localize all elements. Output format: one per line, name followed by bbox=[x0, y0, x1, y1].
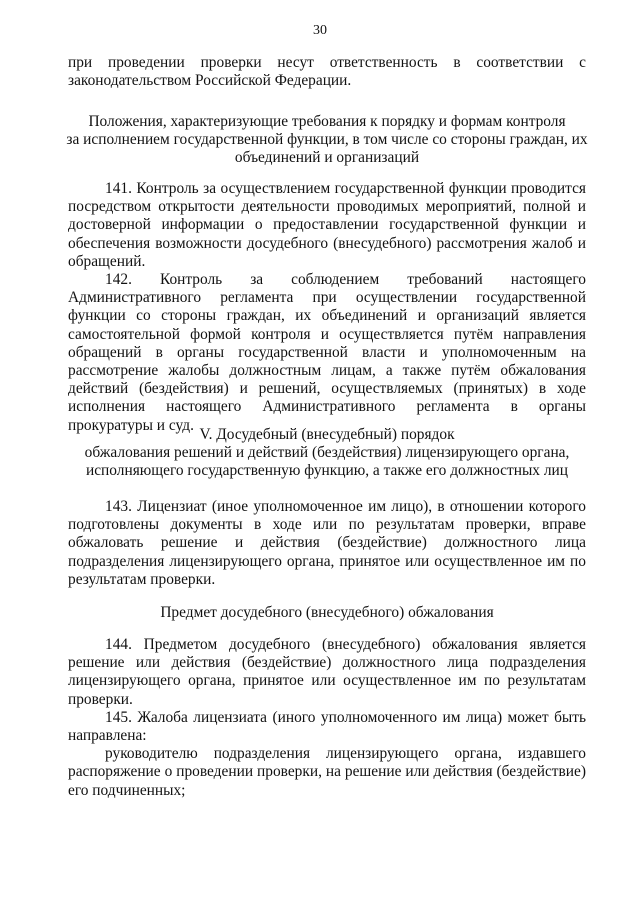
paragraph-145-item: руководителю подразделения лицензирующего органа, издавшего распоряжение о проведении проверки, на решение или действия (бездействие) его подчиненных; bbox=[68, 745, 586, 799]
section-heading-control bbox=[48, 113, 606, 168]
heading-line: обжалования решений и действий (бездействия) лицензирующего органа, bbox=[84, 444, 570, 462]
paragraph-143: 143. Лицензиат (иное уполномоченное им лицо), в отношении которого подготовлены документы в ходе или по результатам проверки, вправе обжаловать решение и действия (бездействие) должностного лица подразделения лицензирующего органа, принятое или осуществленное им по результатам проверки. bbox=[68, 498, 586, 588]
section-heading-appeal bbox=[48, 426, 606, 481]
paragraph-144: 144. Предметом досудебного (внесудебного) обжалования является решение или действия (бездействие) должностного лица подразделения лицензирующего органа, принятое или осуществленное им по результатам проверки. bbox=[68, 636, 586, 708]
heading-line: объединений и организаций bbox=[234, 149, 420, 167]
heading-line: Положения, характеризующие требования к порядку и формам контроля bbox=[88, 113, 566, 130]
heading-line: за исполнением государственной функции, в том числе со стороны граждан, их bbox=[66, 131, 588, 149]
section-heading-subject bbox=[48, 604, 606, 622]
heading-line: исполняющего государственную функцию, а также его должностных лиц bbox=[85, 462, 568, 480]
paragraph-141: 141. Контроль за осуществлением государственной функции проводится посредством открытости деятельности проводимых мероприятий, полной и достоверной информации о предоставлении государственной функции и обеспечения возможности досудебного (внесудебного) рассмотрения жалоб и обращений. bbox=[68, 180, 586, 270]
paragraph-145: 145. Жалоба лицензиата (иного уполномоченного им лица) может быть направлена: bbox=[68, 708, 586, 745]
page-number: 30 bbox=[313, 23, 327, 38]
text-block-continuation bbox=[68, 54, 586, 90]
text-block-appeal bbox=[68, 498, 586, 589]
heading-line: V. Досудебный (внесудебный) порядок bbox=[199, 426, 455, 443]
text-block-subject bbox=[68, 636, 586, 800]
paragraph-continuation: при проведении проверки несут ответственность в соответствии с законодательством Российской Федерации. bbox=[68, 54, 586, 90]
text-block-control bbox=[68, 180, 586, 435]
paragraph-142: 142. Контроль за соблюдением требований настоящего Административного регламента при осуществлении государственной функции со стороны граждан, их объединений и организаций является самостоятельной формой контроля и осуществляется путём направления обращений в органы государственной власти и уполномоченным на рассмотрение жалобы должностным лицам, а также путём обжалования действий (бездействия) и решений, осуществляемых (принятых) в ходе исполнения настоящего Административного регламента в органы прокуратуры и суд. bbox=[68, 271, 586, 434]
heading-line: Предмет досудебного (внесудебного) обжалования bbox=[160, 604, 494, 621]
